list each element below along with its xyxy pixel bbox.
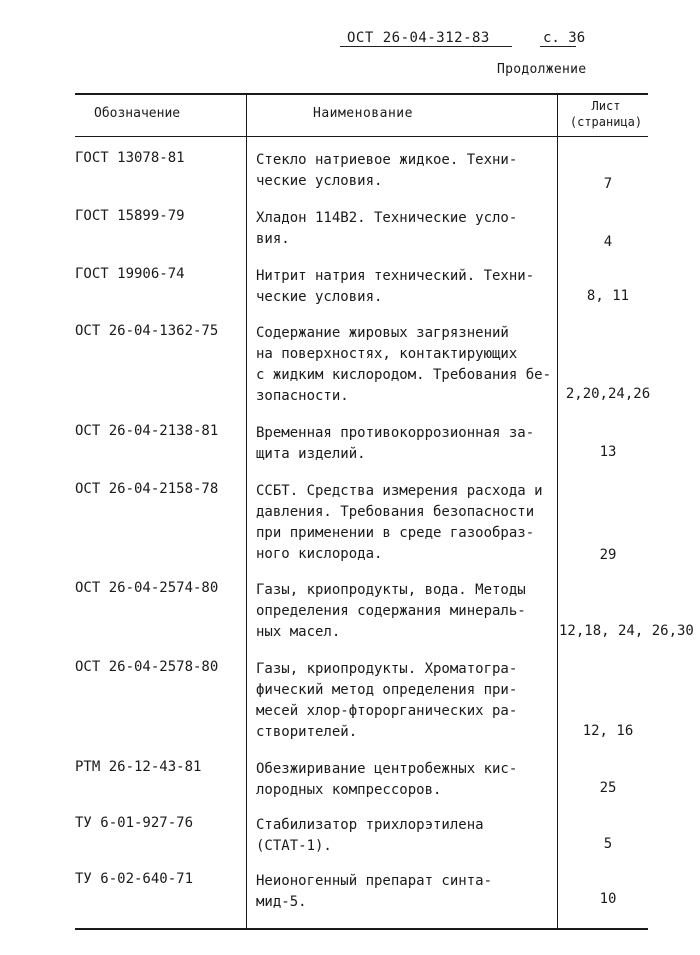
continuation-label: Продолжение [497, 62, 587, 77]
row-pages: 12, 16 [582, 723, 634, 739]
row-name: Стекло натриевое жидкое. Техни- ческие условия. [256, 152, 518, 189]
row-designation: ОСТ 26-04-2574-80 [75, 580, 219, 596]
column-header-pages [561, 98, 651, 130]
row-pages: 5 [603, 836, 613, 852]
row-pages: 8, 11 [586, 288, 630, 304]
row-designation: ТУ 6-01-927-76 [75, 815, 194, 831]
doc-code: ОСТ 26-04-312-83 [347, 30, 490, 46]
column-header-name: Наименование [313, 106, 413, 121]
row-name: Газы, криопродукты, вода. Методы определения содержания минераль- ных масел. [256, 582, 526, 640]
row-designation: ОСТ 26-04-2578-80 [75, 659, 219, 675]
page-number: с. 36 [543, 30, 586, 46]
column-divider-right [557, 93, 558, 928]
row-designation: РТМ 26-12-43-81 [75, 759, 202, 775]
row-pages: 25 [599, 780, 617, 796]
row-name: Стабилизатор трихлорэтилена (СТАТ-1). [256, 817, 484, 854]
row-name: Содержание жировых загрязнений на поверхностях, контактирующих с жидким кислородом. Требования бе- зопасности. [256, 325, 552, 404]
row-name: Нитрит натрия технический. Техни- ческие условия. [256, 268, 535, 305]
column-divider-left [246, 93, 247, 928]
row-name: Временная противокоррозионная за- щита изделий. [256, 425, 535, 462]
column-header-designation: Обозначение [94, 106, 181, 121]
row-pages: 2,20,24,26 [565, 386, 651, 402]
row-name: Неионогенный препарат синта- мид-5. [256, 873, 493, 910]
row-pages: 12,18, 24, 26,30 [559, 623, 694, 639]
row-pages: 10 [599, 891, 617, 907]
row-pages: 13 [599, 444, 617, 460]
row-designation: ОСТ 26-04-2158-78 [75, 481, 219, 497]
row-designation: ГОСТ 13078-81 [75, 150, 185, 166]
column-header-pages-line2: (страница) [569, 115, 643, 129]
row-pages: 7 [603, 176, 613, 192]
row-designation: ГОСТ 19906-74 [75, 266, 185, 282]
row-pages: 4 [603, 234, 613, 250]
row-designation: ОСТ 26-04-2138-81 [75, 423, 219, 439]
row-designation: ТУ 6-02-640-71 [75, 871, 194, 887]
doc-code-underline [340, 46, 512, 47]
column-header-pages-line1: Лист [591, 99, 621, 113]
table-header-rule [75, 136, 648, 137]
page-number-underline [540, 46, 576, 47]
row-designation: ОСТ 26-04-1362-75 [75, 323, 219, 339]
row-designation: ГОСТ 15899-79 [75, 208, 185, 224]
row-name: ССБТ. Средства измерения расхода и давления. Требования безопасности при применении в среде газообраз- ного кислорода. [256, 483, 543, 562]
table-top-rule [75, 93, 648, 95]
table-bottom-rule [75, 928, 648, 930]
row-pages: 29 [599, 547, 617, 563]
row-name: Обезжиривание центробежных кис- лородных компрессоров. [256, 761, 518, 798]
row-name: Газы, криопродукты. Хроматогра- фический метод определения при- месей хлор-фторорганических ра- створителей. [256, 661, 518, 740]
row-name: Хладон 114В2. Технические усло- вия. [256, 210, 518, 247]
